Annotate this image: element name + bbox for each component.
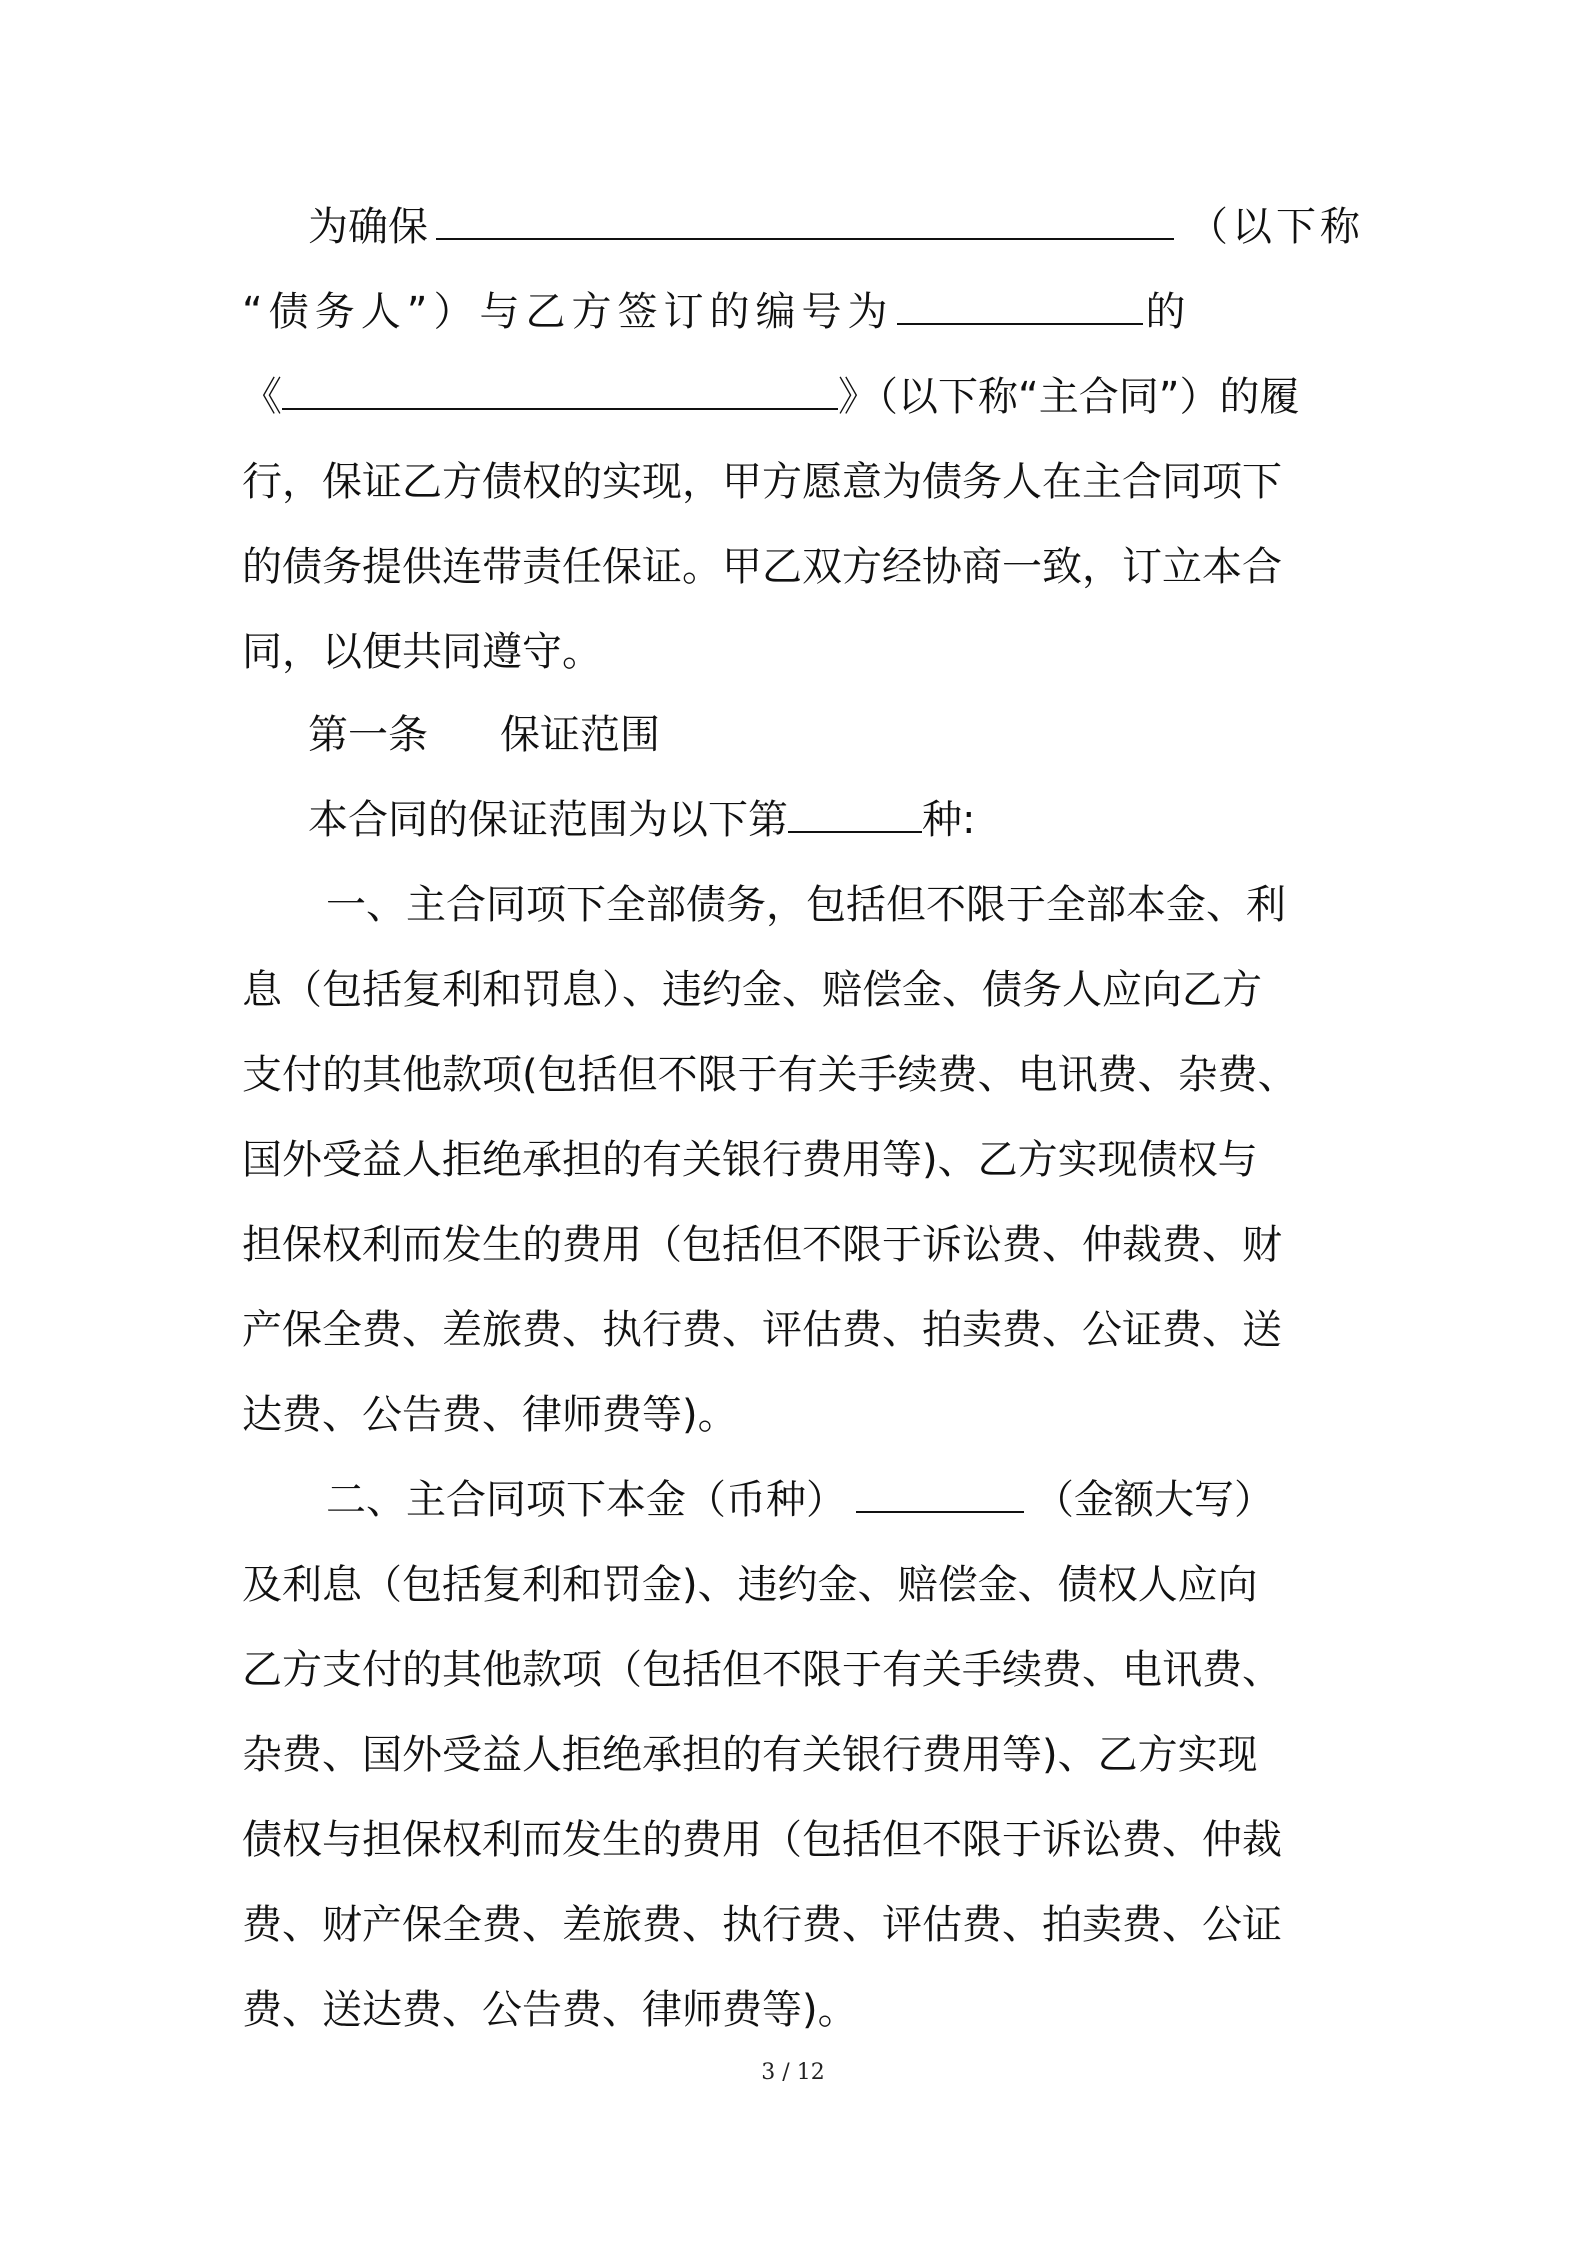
item2-line-1: 二、主合同项下本金（币种） （金额大写） <box>242 1458 1352 1542</box>
item2-line-7: 费、送达费、公告费、律师费等)。 <box>242 1987 858 2033</box>
intro-line-3: 《 》（以下称“主合同”）的履 <box>242 355 1352 439</box>
item2-line-6: 费、财产保全费、差旅费、执行费、评估费、拍卖费、公证 <box>242 1902 1282 1948</box>
item2-line-2: 及利息（包括复利和罚金)、违约金、赔偿金、债权人应向 <box>242 1562 1258 1608</box>
item2-line-5: 债权与担保权利而发生的费用（包括但不限于诉讼费、仲裁 <box>242 1817 1282 1863</box>
scope-choice-line: 本合同的保证范围为以下第 种: <box>242 778 1352 862</box>
intro-line-4: 行，保证乙方债权的实现，甲方愿意为债务人在主合同项下 <box>242 459 1282 505</box>
article-title: 保证范围 <box>500 712 660 758</box>
item1-line-5: 担保权利而发生的费用（包括但不限于诉讼费、仲裁费、财 <box>242 1222 1282 1268</box>
item2-line-3: 乙方支付的其他款项（包括但不限于有关手续费、电讯费、 <box>242 1647 1282 1693</box>
article-1-heading <box>242 693 1352 777</box>
item1-line-4: 国外受益人拒绝承担的有关银行费用等)、乙方实现债权与 <box>242 1137 1258 1183</box>
guarantee-subject-blank <box>436 188 1174 240</box>
item1-line-3: 支付的其他款项(包括但不限于有关手续费、电讯费、杂费、 <box>242 1052 1298 1098</box>
contract-name-blank <box>282 358 838 410</box>
item1-line-7: 达费、公告费、律师费等)。 <box>242 1392 738 1438</box>
contract-number-blank <box>897 273 1143 325</box>
article-number: 第一条 <box>308 712 428 758</box>
intro-line-2: “债务人”）与乙方签订的编号为 的 <box>242 270 1352 354</box>
item2-line-4: 杂费、国外受益人拒绝承担的有关银行费用等)、乙方实现 <box>242 1732 1258 1778</box>
item1-line-2: 息（包括复利和罚息）、违约金、赔偿金、债务人应向乙方 <box>242 967 1262 1013</box>
intro-line-5: 的债务提供连带责任保证。甲乙双方经协商一致，订立本合 <box>242 544 1282 590</box>
item1-line-1: 一、主合同项下全部债务，包括但不限于全部本金、利 <box>326 882 1286 928</box>
currency-blank <box>856 1461 1024 1513</box>
item1-line-6: 产保全费、差旅费、执行费、评估费、拍卖费、公证费、送 <box>242 1307 1282 1353</box>
intro-line-6: 同，以便共同遵守。 <box>242 629 602 675</box>
intro-line-1: 为确保 （以下称 <box>242 185 1352 269</box>
page-number: 3 / 12 <box>761 2060 825 2085</box>
scope-option-blank <box>788 781 922 833</box>
